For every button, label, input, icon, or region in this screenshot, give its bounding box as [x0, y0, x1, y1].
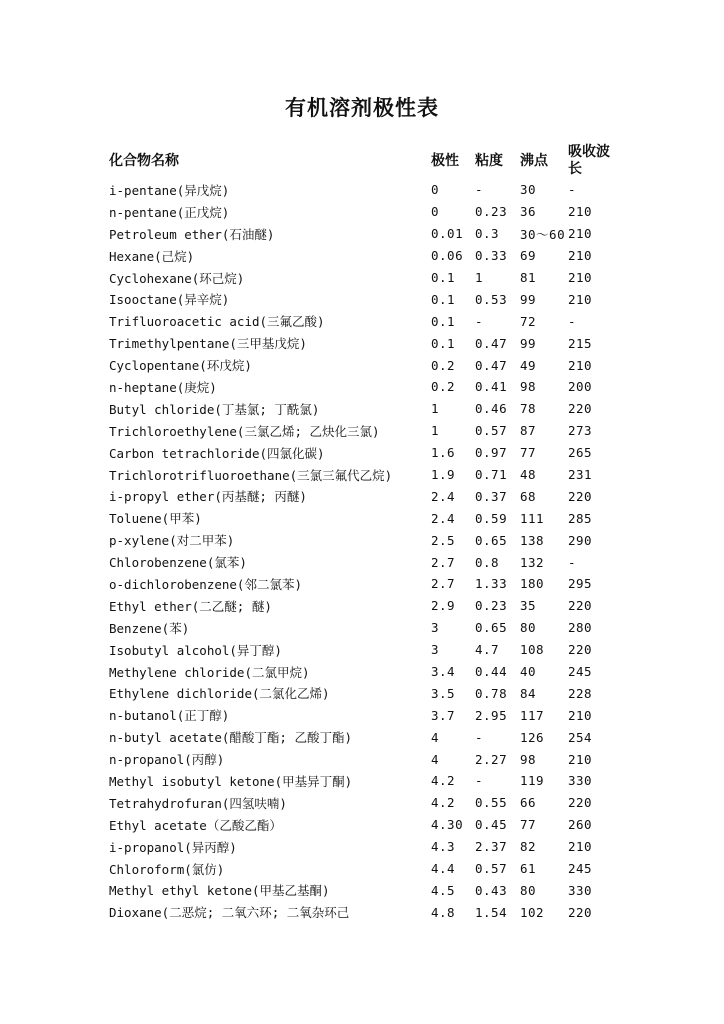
- cell-polarity: 3: [431, 620, 440, 636]
- cell-viscosity: 2.95: [475, 707, 508, 723]
- cell-polarity: 1.6: [431, 445, 456, 461]
- table-row: [107, 551, 618, 573]
- cell-uv-cutoff: -: [568, 554, 577, 570]
- table-row: [107, 507, 618, 529]
- cell-viscosity: 0.3: [475, 226, 500, 242]
- cell-polarity: 3: [431, 642, 440, 658]
- cell-uv-cutoff: -: [568, 182, 577, 198]
- cell-boiling-point: 138: [520, 532, 545, 548]
- cell-boiling-point: 180: [520, 576, 545, 592]
- cell-boiling-point: 132: [520, 554, 545, 570]
- table-row: [107, 836, 618, 858]
- cell-boiling-point: 98: [520, 379, 537, 395]
- table-row: [107, 179, 618, 201]
- cell-polarity: 2.7: [431, 576, 456, 592]
- cell-boiling-point: 119: [520, 773, 545, 789]
- cell-uv-cutoff: 210: [568, 248, 593, 264]
- table-row: [107, 770, 618, 792]
- cell-name: Isooctane(异辛烷): [109, 292, 230, 308]
- cell-polarity: 4.4: [431, 861, 456, 877]
- page-title: 有机溶剂极性表: [285, 96, 439, 120]
- cell-viscosity: 0.47: [475, 357, 508, 373]
- table-row: [107, 245, 618, 267]
- cell-viscosity: -: [475, 182, 484, 198]
- cell-boiling-point: 66: [520, 795, 537, 811]
- cell-polarity: 0.1: [431, 291, 456, 307]
- cell-name: o-dichlorobenzene(邻二氯苯): [109, 576, 302, 592]
- cell-viscosity: 0.37: [475, 488, 508, 504]
- cell-uv-cutoff: 330: [568, 773, 593, 789]
- cell-polarity: 0.1: [431, 335, 456, 351]
- cell-name: Ethyl ether(二乙醚; 醚): [109, 598, 272, 614]
- table-row: [107, 748, 618, 770]
- cell-uv-cutoff: 210: [568, 357, 593, 373]
- table-row: [107, 704, 618, 726]
- cell-name: n-propanol(丙醇): [109, 752, 225, 768]
- cell-polarity: 3.7: [431, 707, 456, 723]
- cell-uv-cutoff: 220: [568, 642, 593, 658]
- table-row: [107, 310, 618, 332]
- cell-polarity: 4.8: [431, 904, 456, 920]
- cell-polarity: 4.3: [431, 839, 456, 855]
- cell-polarity: 0.1: [431, 270, 456, 285]
- cell-viscosity: 4.7: [475, 642, 500, 658]
- cell-uv-cutoff: 245: [568, 664, 593, 680]
- cell-viscosity: 0.97: [475, 445, 508, 461]
- cell-viscosity: 0.71: [475, 467, 508, 483]
- header-name: 化合物名称: [109, 152, 179, 169]
- table-row: [107, 332, 618, 354]
- table-row: [107, 661, 618, 683]
- cell-boiling-point: 68: [520, 488, 537, 504]
- cell-boiling-point: 98: [520, 751, 537, 767]
- cell-uv-cutoff: 210: [568, 291, 593, 307]
- cell-boiling-point: 84: [520, 685, 537, 701]
- header-boiling-point: 沸点: [520, 152, 548, 169]
- cell-viscosity: 0.65: [475, 532, 508, 548]
- cell-uv-cutoff: 290: [568, 532, 593, 548]
- cell-name: Petroleum ether(石油醚): [109, 226, 275, 242]
- table-row: [107, 726, 618, 748]
- cell-uv-cutoff: 210: [568, 270, 593, 285]
- cell-polarity: 0: [431, 182, 440, 198]
- cell-boiling-point: 117: [520, 707, 545, 723]
- table-row: [107, 595, 618, 617]
- cell-uv-cutoff: 231: [568, 467, 593, 483]
- cell-boiling-point: 81: [520, 270, 537, 285]
- cell-boiling-point: 126: [520, 729, 545, 745]
- cell-name: i-propanol(异丙醇): [109, 839, 237, 855]
- cell-boiling-point: 48: [520, 467, 537, 483]
- cell-boiling-point: 35: [520, 598, 537, 614]
- cell-name: Ethylene dichloride(二氯化乙烯): [109, 686, 330, 702]
- cell-boiling-point: 77: [520, 445, 537, 461]
- cell-boiling-point: 111: [520, 510, 545, 526]
- cell-boiling-point: 72: [520, 313, 537, 329]
- cell-uv-cutoff: 215: [568, 335, 593, 351]
- cell-polarity: 3.5: [431, 685, 456, 701]
- table-row: [107, 529, 618, 551]
- cell-name: Ethyl acetate（乙酸乙酯）: [109, 817, 282, 833]
- cell-polarity: 4.2: [431, 773, 456, 789]
- cell-polarity: 4: [431, 729, 440, 745]
- cell-name: Carbon tetrachloride(四氯化碳): [109, 445, 325, 461]
- table-row: [107, 442, 618, 464]
- cell-name: Benzene(苯): [109, 620, 190, 636]
- cell-uv-cutoff: 210: [568, 751, 593, 767]
- cell-viscosity: 2.27: [475, 751, 508, 767]
- cell-uv-cutoff: 273: [568, 423, 593, 439]
- cell-viscosity: 0.46: [475, 401, 508, 417]
- cell-name: Chlorobenzene(氯苯): [109, 555, 247, 571]
- cell-name: Toluene(甲苯): [109, 511, 202, 527]
- cell-polarity: 1: [431, 423, 440, 439]
- cell-uv-cutoff: 260: [568, 817, 593, 833]
- header-viscosity: 粘度: [475, 152, 503, 169]
- table-row: [107, 288, 618, 310]
- cell-polarity: 4.2: [431, 795, 456, 811]
- cell-name: Isobutyl alcohol(异丁醇): [109, 642, 282, 658]
- cell-name: Methyl ethyl ketone(甲基乙基酮): [109, 883, 330, 899]
- table-row: [107, 901, 618, 923]
- cell-name: Cyclopentane(环戊烷): [109, 358, 252, 374]
- cell-polarity: 0.2: [431, 357, 456, 373]
- cell-boiling-point: 61: [520, 861, 537, 877]
- cell-name: n-heptane(庚烷): [109, 379, 217, 395]
- cell-viscosity: 1.54: [475, 904, 508, 920]
- cell-name: Dioxane(二恶烷; 二氧六环; 二氧杂环己: [109, 905, 350, 921]
- cell-polarity: 2.5: [431, 532, 456, 548]
- cell-name: Hexane(己烷): [109, 248, 195, 264]
- table-row: [107, 223, 618, 245]
- solvent-polarity-table: [107, 143, 618, 923]
- cell-name: Trifluoroacetic acid(三氟乙酸): [109, 314, 325, 330]
- cell-uv-cutoff: 220: [568, 598, 593, 614]
- cell-viscosity: 0.78: [475, 685, 508, 701]
- cell-polarity: 2.9: [431, 598, 456, 614]
- cell-uv-cutoff: 210: [568, 707, 593, 723]
- cell-polarity: 0.06: [431, 248, 464, 264]
- cell-viscosity: 0.55: [475, 795, 508, 811]
- cell-uv-cutoff: 210: [568, 839, 593, 855]
- cell-name: Chloroform(氯仿): [109, 861, 225, 877]
- cell-name: Methyl isobutyl ketone(甲基异丁酮): [109, 773, 353, 789]
- cell-boiling-point: 80: [520, 882, 537, 898]
- cell-name: Cyclohexane(环己烷): [109, 270, 245, 286]
- cell-uv-cutoff: 245: [568, 861, 593, 877]
- table-row: [107, 573, 618, 595]
- table-row: [107, 420, 618, 442]
- cell-viscosity: 0.57: [475, 423, 508, 439]
- cell-name: Trichloroethylene(三氯乙烯; 乙炔化三氯): [109, 423, 380, 439]
- cell-name: Trimethylpentane(三甲基戊烷): [109, 336, 307, 352]
- table-row: [107, 792, 618, 814]
- table-row: [107, 398, 618, 420]
- cell-polarity: 2.7: [431, 554, 456, 570]
- cell-name: p-xylene(对二甲苯): [109, 533, 235, 549]
- cell-uv-cutoff: 295: [568, 576, 593, 592]
- cell-uv-cutoff: 280: [568, 620, 593, 636]
- cell-uv-cutoff: 265: [568, 445, 593, 461]
- cell-name: n-pentane(正戊烷): [109, 204, 230, 220]
- cell-name: Butyl chloride(丁基氯; 丁酰氯): [109, 401, 320, 417]
- cell-viscosity: 0.45: [475, 817, 508, 833]
- cell-name: Methylene chloride(二氯甲烷): [109, 664, 310, 680]
- cell-uv-cutoff: 220: [568, 795, 593, 811]
- cell-uv-cutoff: 210: [568, 226, 593, 242]
- cell-viscosity: -: [475, 313, 484, 329]
- cell-name: Trichlorotrifluoroethane(三氯三氟代乙烷): [109, 467, 393, 483]
- cell-boiling-point: 77: [520, 817, 537, 833]
- table-row: [107, 814, 618, 836]
- cell-boiling-point: 30: [520, 182, 537, 198]
- cell-boiling-point: 102: [520, 904, 545, 920]
- table-row: [107, 858, 618, 880]
- cell-boiling-point: 99: [520, 291, 537, 307]
- cell-viscosity: 0.53: [475, 291, 508, 307]
- cell-uv-cutoff: 228: [568, 685, 593, 701]
- table-row: [107, 354, 618, 376]
- table-row: [107, 464, 618, 486]
- cell-viscosity: 0.47: [475, 335, 508, 351]
- cell-viscosity: 0.23: [475, 204, 508, 220]
- cell-boiling-point: 99: [520, 335, 537, 351]
- cell-name: i-pentane(异戊烷): [109, 182, 230, 198]
- cell-boiling-point: 87: [520, 423, 537, 439]
- cell-polarity: 3.4: [431, 664, 456, 680]
- cell-boiling-point: 108: [520, 642, 545, 658]
- table-row: [107, 617, 618, 639]
- cell-uv-cutoff: -: [568, 313, 577, 329]
- cell-viscosity: 0.23: [475, 598, 508, 614]
- table-row: [107, 639, 618, 661]
- cell-polarity: 0.1: [431, 313, 456, 329]
- table-row: [107, 682, 618, 704]
- cell-viscosity: 0.8: [475, 554, 500, 570]
- cell-polarity: 0.2: [431, 379, 456, 395]
- cell-viscosity: -: [475, 729, 484, 745]
- cell-viscosity: 1.33: [475, 576, 508, 592]
- cell-viscosity: 0.43: [475, 882, 508, 898]
- cell-polarity: 4: [431, 751, 440, 767]
- cell-polarity: 2.4: [431, 510, 456, 526]
- cell-name: n-butyl acetate(醋酸丁酯; 乙酸丁酯): [109, 730, 352, 746]
- header-uv-cutoff: 吸收波长: [568, 144, 610, 177]
- cell-name: n-butanol(正丁醇): [109, 708, 230, 724]
- cell-boiling-point: 30～60: [520, 226, 566, 242]
- cell-uv-cutoff: 220: [568, 904, 593, 920]
- table-header-row: [107, 143, 618, 179]
- cell-polarity: 1: [431, 401, 440, 417]
- table-row: [107, 201, 618, 223]
- cell-viscosity: 0.59: [475, 510, 508, 526]
- cell-polarity: 1.9: [431, 467, 456, 483]
- table-body: [107, 179, 618, 923]
- cell-uv-cutoff: 220: [568, 488, 593, 504]
- cell-name: i-propyl ether(丙基醚; 丙醚): [109, 489, 307, 505]
- cell-viscosity: -: [475, 773, 484, 789]
- cell-boiling-point: 82: [520, 839, 537, 855]
- cell-viscosity: 0.33: [475, 248, 508, 264]
- cell-uv-cutoff: 285: [568, 510, 593, 526]
- cell-viscosity: 0.44: [475, 664, 508, 680]
- cell-polarity: 2.4: [431, 488, 456, 504]
- cell-boiling-point: 40: [520, 664, 537, 680]
- cell-boiling-point: 49: [520, 357, 537, 373]
- table-row: [107, 267, 618, 289]
- cell-viscosity: 2.37: [475, 839, 508, 855]
- cell-uv-cutoff: 210: [568, 204, 593, 220]
- cell-polarity: 0.01: [431, 226, 464, 242]
- cell-polarity: 4.5: [431, 882, 456, 898]
- table-row: [107, 485, 618, 507]
- cell-uv-cutoff: 330: [568, 882, 593, 898]
- cell-boiling-point: 78: [520, 401, 537, 417]
- cell-uv-cutoff: 254: [568, 729, 593, 745]
- table-row: [107, 880, 618, 902]
- table-row: [107, 376, 618, 398]
- cell-viscosity: 0.57: [475, 861, 508, 877]
- cell-name: Tetrahydrofuran(四氢呋喃): [109, 795, 287, 811]
- cell-boiling-point: 36: [520, 204, 537, 220]
- cell-boiling-point: 69: [520, 248, 537, 264]
- header-polarity: 极性: [431, 152, 459, 169]
- cell-polarity: 4.30: [431, 817, 464, 833]
- cell-viscosity: 0.41: [475, 379, 508, 395]
- cell-viscosity: 0.65: [475, 620, 508, 636]
- cell-viscosity: 1: [475, 270, 484, 285]
- cell-polarity: 0: [431, 204, 440, 220]
- cell-uv-cutoff: 200: [568, 379, 593, 395]
- cell-boiling-point: 80: [520, 620, 537, 636]
- cell-uv-cutoff: 220: [568, 401, 593, 417]
